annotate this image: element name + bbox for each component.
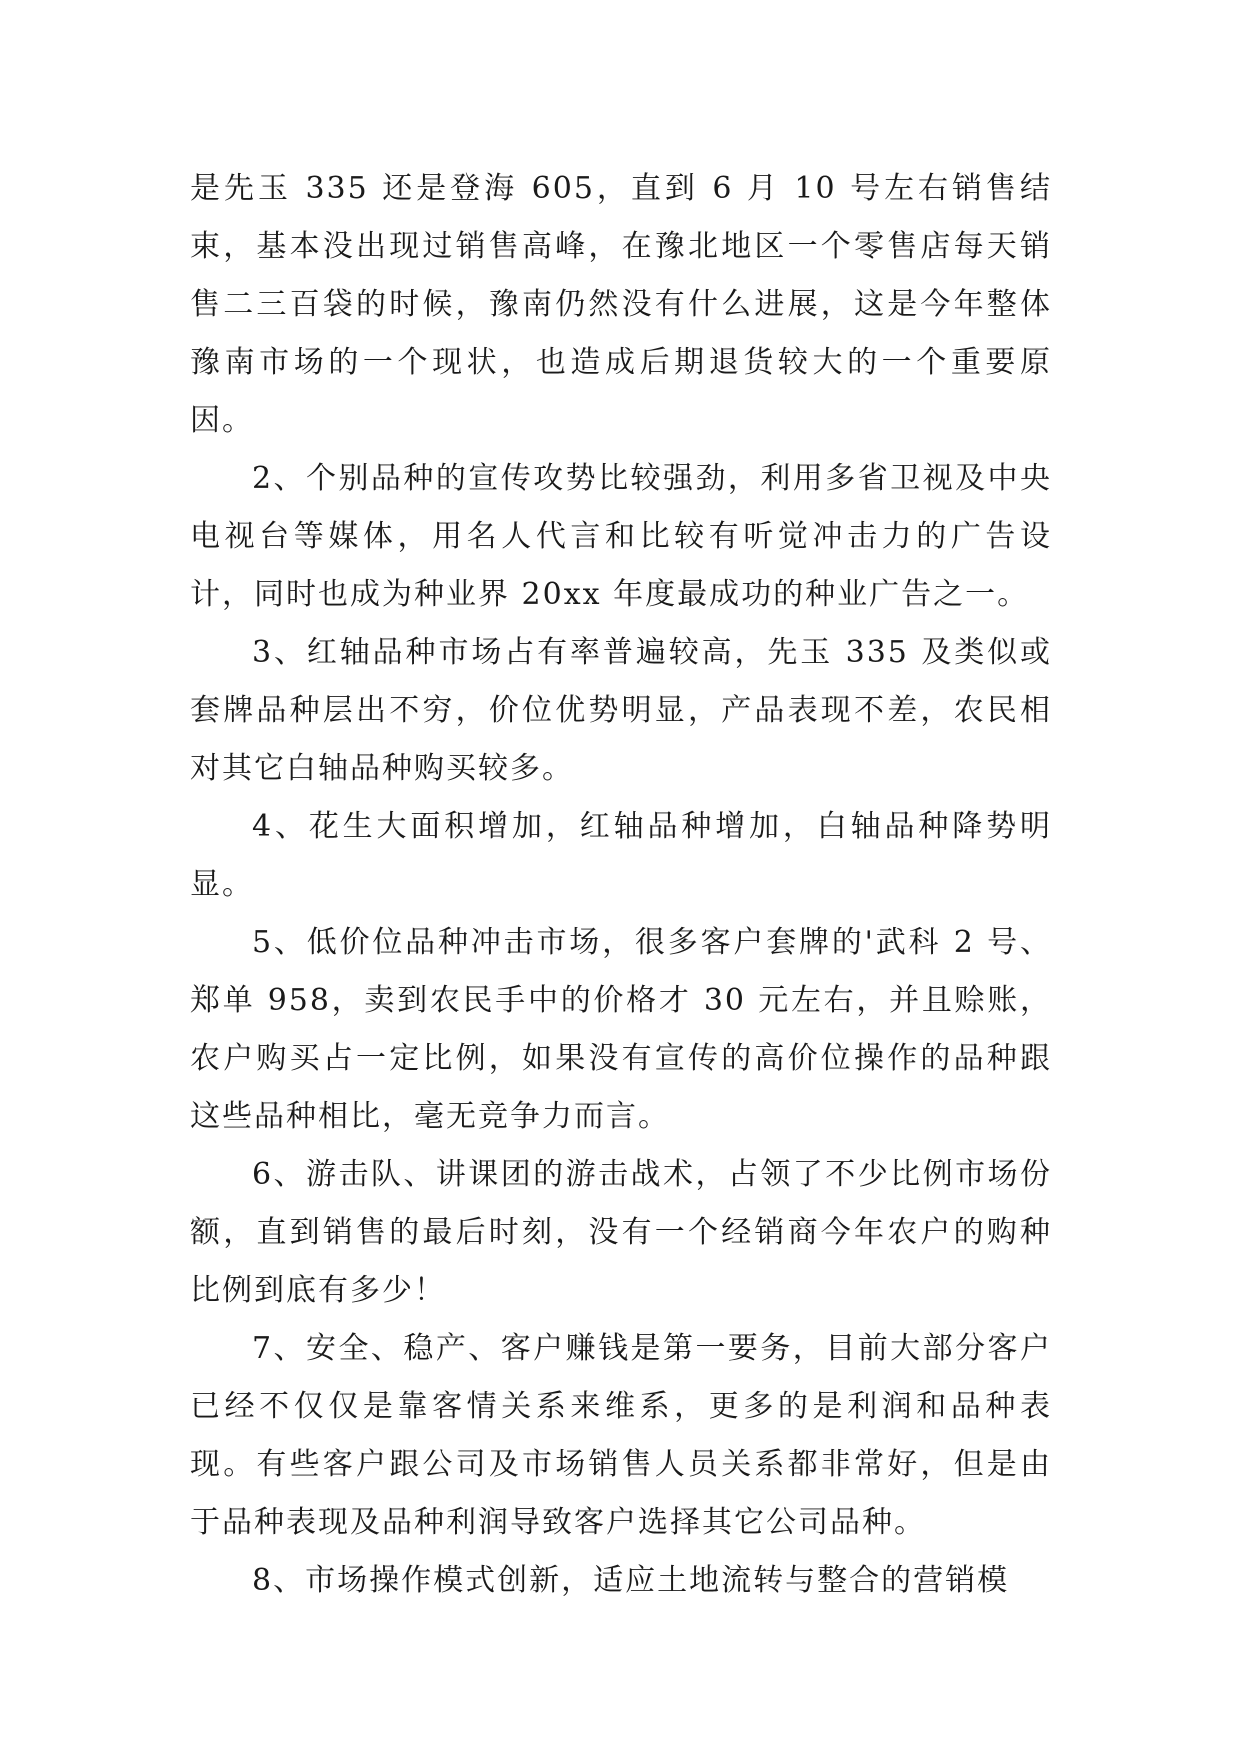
paragraph-continuation: 是先玉 335 还是登海 605，直到 6 月 10 号左右销售结束，基本没出现过销售高峰，在豫北地区一个零售店每天销售二三百袋的时候，豫南仍然没有什么进展，这是今年整体豫南市场的一个现状，也造成后期退货较大的一个重要原因。 bbox=[190, 171, 1052, 438]
paragraph-item-2: 2、个别品种的宣传攻势比较强劲，利用多省卫视及中央电视台等媒体，用名人代言和比较有听觉冲击力的广告设计，同时也成为种业界 20xx 年度最成功的种业广告之一。 bbox=[190, 461, 1052, 612]
paragraph-item-8: 8、市场操作模式创新，适应土地流转与整合的营销模 bbox=[252, 1563, 1010, 1598]
paragraph-item-3: 3、红轴品种市场占有率普遍较高，先玉 335 及类似或套牌品种层出不穷，价位优势明显，产品表现不差，农民相对其它白轴品种购买较多。 bbox=[190, 635, 1052, 786]
paragraph-item-5: 5、低价位品种冲击市场，很多客户套牌的'武科 2 号、郑单 958，卖到农民手中的价格才 30 元左右，并且赊账，农户购买占一定比例，如果没有宣传的高价位操作的品种跟这些品种相比，毫无竞争力而言。 bbox=[190, 925, 1052, 1134]
paragraph-item-7: 7、安全、稳产、客户赚钱是第一要务，目前大部分客户已经不仅仅是靠客情关系来维系，更多的是利润和品种表现。有些客户跟公司及市场销售人员关系都非常好，但是由于品种表现及品种利润导致客户选择其它公司品种。 bbox=[190, 1331, 1052, 1540]
paragraph-item-4: 4、花生大面积增加，红轴品种增加，白轴品种降势明显。 bbox=[190, 809, 1052, 902]
paragraph-item-6: 6、游击队、讲课团的游击战术，占领了不少比例市场份额，直到销售的最后时刻，没有一个经销商今年农户的购种比例到底有多少！ bbox=[190, 1157, 1052, 1308]
document-body bbox=[190, 160, 1052, 1610]
